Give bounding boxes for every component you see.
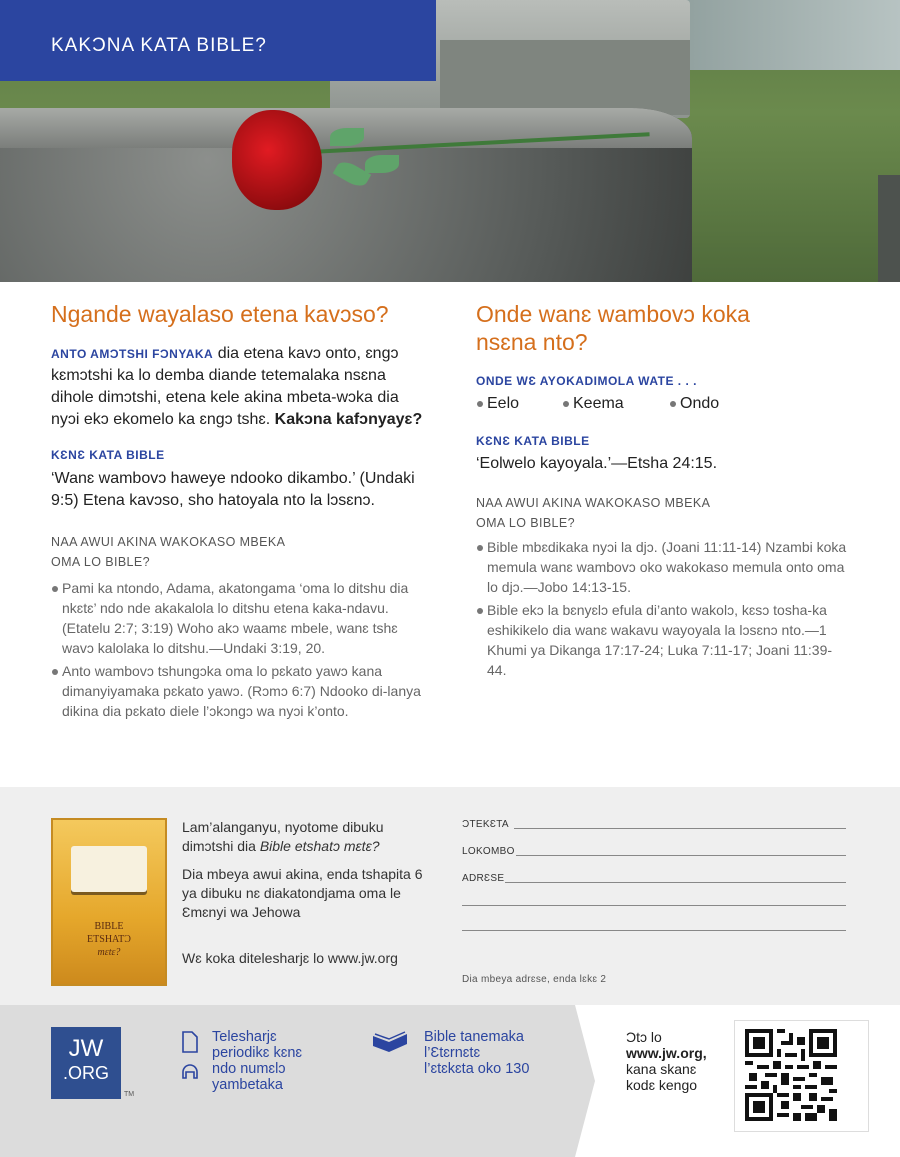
bible-text: ‘Eolwelo kayoyala.’—Etsha 24:15. xyxy=(476,455,718,472)
field-label: ADRƐSE xyxy=(462,873,505,884)
left-column xyxy=(51,300,426,721)
bible-tag: KƐNƐ KATA BIBLE xyxy=(476,434,590,448)
list-item: Pami ka ntondo, Adama, akatongama ‘oma lo ditshu dia nkɛtɛ’ ndo nde akakalola lo ditshu etena kaka-ndavu. (Etatelu 2:7; 3:19) Woho akɔ waamɛ mbele, wanɛ tshɛ wavɔ kalolaka lo ditshu.—Undaki 3:19, 20. xyxy=(51,578,426,658)
bible-text: ‘Wanɛ wambovɔ haweye ndooko dikambo.’ (Undaki 9:5) Etena kavɔso, sho hatoyala nto la lɔsɛnɔ. xyxy=(51,470,415,509)
download-text: Wɛ koka ditelesharjɛ lo www.jw.org xyxy=(182,950,398,966)
visit-line: Ɔtɔ lo xyxy=(626,1029,662,1045)
question-heading xyxy=(476,493,851,533)
logo-line: .ORG xyxy=(62,1063,109,1083)
right-column xyxy=(476,300,851,680)
question-line: OMA LO BIBLE? xyxy=(476,516,575,530)
question-heading xyxy=(51,532,426,572)
heading-line: nsɛna nto? xyxy=(476,329,588,355)
jw-org-logo[interactable] xyxy=(51,1027,121,1099)
logo-line: JW xyxy=(68,1035,104,1062)
left-heading: Ngande wayalaso etena kavɔso? xyxy=(51,301,389,327)
question-line: OMA LO BIBLE? xyxy=(51,555,150,569)
link-line: l’Ɛtɛrnɛtɛ xyxy=(424,1045,481,1061)
document-icon xyxy=(180,1030,200,1088)
field-lokombo[interactable] xyxy=(462,846,846,857)
answer-options xyxy=(476,393,851,415)
link-line: periodikɛ kɛnɛ xyxy=(212,1045,303,1061)
left-lead xyxy=(51,343,426,431)
option-no[interactable]: Keema xyxy=(562,393,669,415)
field-name[interactable] xyxy=(462,819,846,830)
book-title-line: ETSHATƆ xyxy=(87,934,131,945)
lead-text: dia etena kavɔ onto, ɛngɔ kɛmɔtshi ka lo demba diande tetemalaka nsɛna dihole dimɔtshi, etena kele akina mbeta-wɔka dia nyɔi ekɔ ekomelo ka ɛngɔ tshɛ. xyxy=(51,345,399,428)
offer-intro: Lam’alanganyu, nyotome dibuku dimɔtshi dia xyxy=(182,819,384,854)
book-cover[interactable] xyxy=(51,818,167,986)
chapter-text: Dia mbeya awui akina, enda tshapita 6 ya dibuku nɛ diakatondjama oma le Ɛmɛnyi wa Jehowa xyxy=(182,866,423,920)
rose-image xyxy=(232,110,322,210)
field-label: ƆTEKƐTA xyxy=(462,819,509,830)
book-title-line: BIBLE xyxy=(94,921,124,932)
visit-url[interactable]: www.jw.org, xyxy=(626,1045,707,1061)
download-periodicals-link[interactable] xyxy=(212,1029,302,1093)
offer-book-title: Bible etshatɔ mɛtɛ? xyxy=(259,838,380,854)
online-bible-link[interactable] xyxy=(424,1029,529,1077)
list-item: Anto wambovɔ tshungɔka oma lo pɛkato yawɔ kana dimanyiyamaka pɛkato yawɔ. (Rɔmɔ 6:7) Ndooko di-lanya dikina dia pɛkato diele l’ɔkɔngɔ wa nyɔi k’onto. xyxy=(51,661,426,721)
field-label: LOKOMBO xyxy=(462,846,515,857)
right-heading xyxy=(476,300,851,356)
address-note: Dia mbeya adrɛse, enda lɛkɛ 2 xyxy=(462,974,607,985)
book-title xyxy=(53,920,165,959)
option-maybe[interactable]: Ondo xyxy=(669,393,719,415)
question-line: NAA AWUI AKINA WAKOKASO MBEKA xyxy=(476,496,711,510)
link-line: yambetaka xyxy=(212,1077,283,1093)
lead-question: Kakɔna kafɔnyayɛ? xyxy=(274,411,423,428)
banner-title: KAKƆNA KATA BIBLE? xyxy=(0,0,436,81)
offer-text xyxy=(182,818,432,856)
field-address[interactable] xyxy=(462,873,846,884)
link-line: Telesharjɛ xyxy=(212,1029,277,1045)
link-line: l’ɛtɛkɛta oko 130 xyxy=(424,1061,530,1077)
question-line: NAA AWUI AKINA WAKOKASO MBEKA xyxy=(51,535,286,549)
link-line: ndo numɛlɔ xyxy=(212,1061,286,1077)
option-yes[interactable]: Eelo xyxy=(476,393,562,415)
list-item: Bible ekɔ la bɛnyɛlɔ efula di’anto wakolɔ, kɛsɔ tosha-ka eshikikelo dia wanɛ wakavu wayoyala la lɔsɛnɔ nto.—1 Khumi ya Dikanga 17:17-24; Luka 7:11-17; Joani 11:39-44. xyxy=(476,600,851,680)
qr-code[interactable] xyxy=(734,1020,869,1132)
bullet-list xyxy=(51,578,426,721)
lead-tag: ANTO AMƆTSHI FƆNYAKA xyxy=(51,347,214,361)
bible-tag: KƐNƐ KATA BIBLE xyxy=(51,448,165,462)
heading-line: Onde wanɛ wambovɔ koka xyxy=(476,301,750,327)
visit-text xyxy=(626,1029,707,1093)
open-bible-icon xyxy=(71,846,147,892)
book-title-line: mɛtɛ? xyxy=(97,947,121,958)
visit-line: kana skanɛ xyxy=(626,1061,697,1077)
link-line: Bible tanemaka xyxy=(424,1029,524,1045)
visit-line: kodɛ kengo xyxy=(626,1077,698,1093)
list-item: Bible mbɛdikaka nyɔi la djɔ. (Joani 11:11-14) Nzambi koka memula wanɛ wambovɔ oko wakokaso memula onto oma lo djɔ.—Jobo 14:13-15. xyxy=(476,537,851,597)
bullet-list xyxy=(476,537,851,680)
answer-tag: ONDE WƐ AYOKADIMOLA WATE . . . xyxy=(476,374,697,388)
open-book-icon xyxy=(371,1030,409,1052)
trademark: TM xyxy=(124,1091,135,1098)
